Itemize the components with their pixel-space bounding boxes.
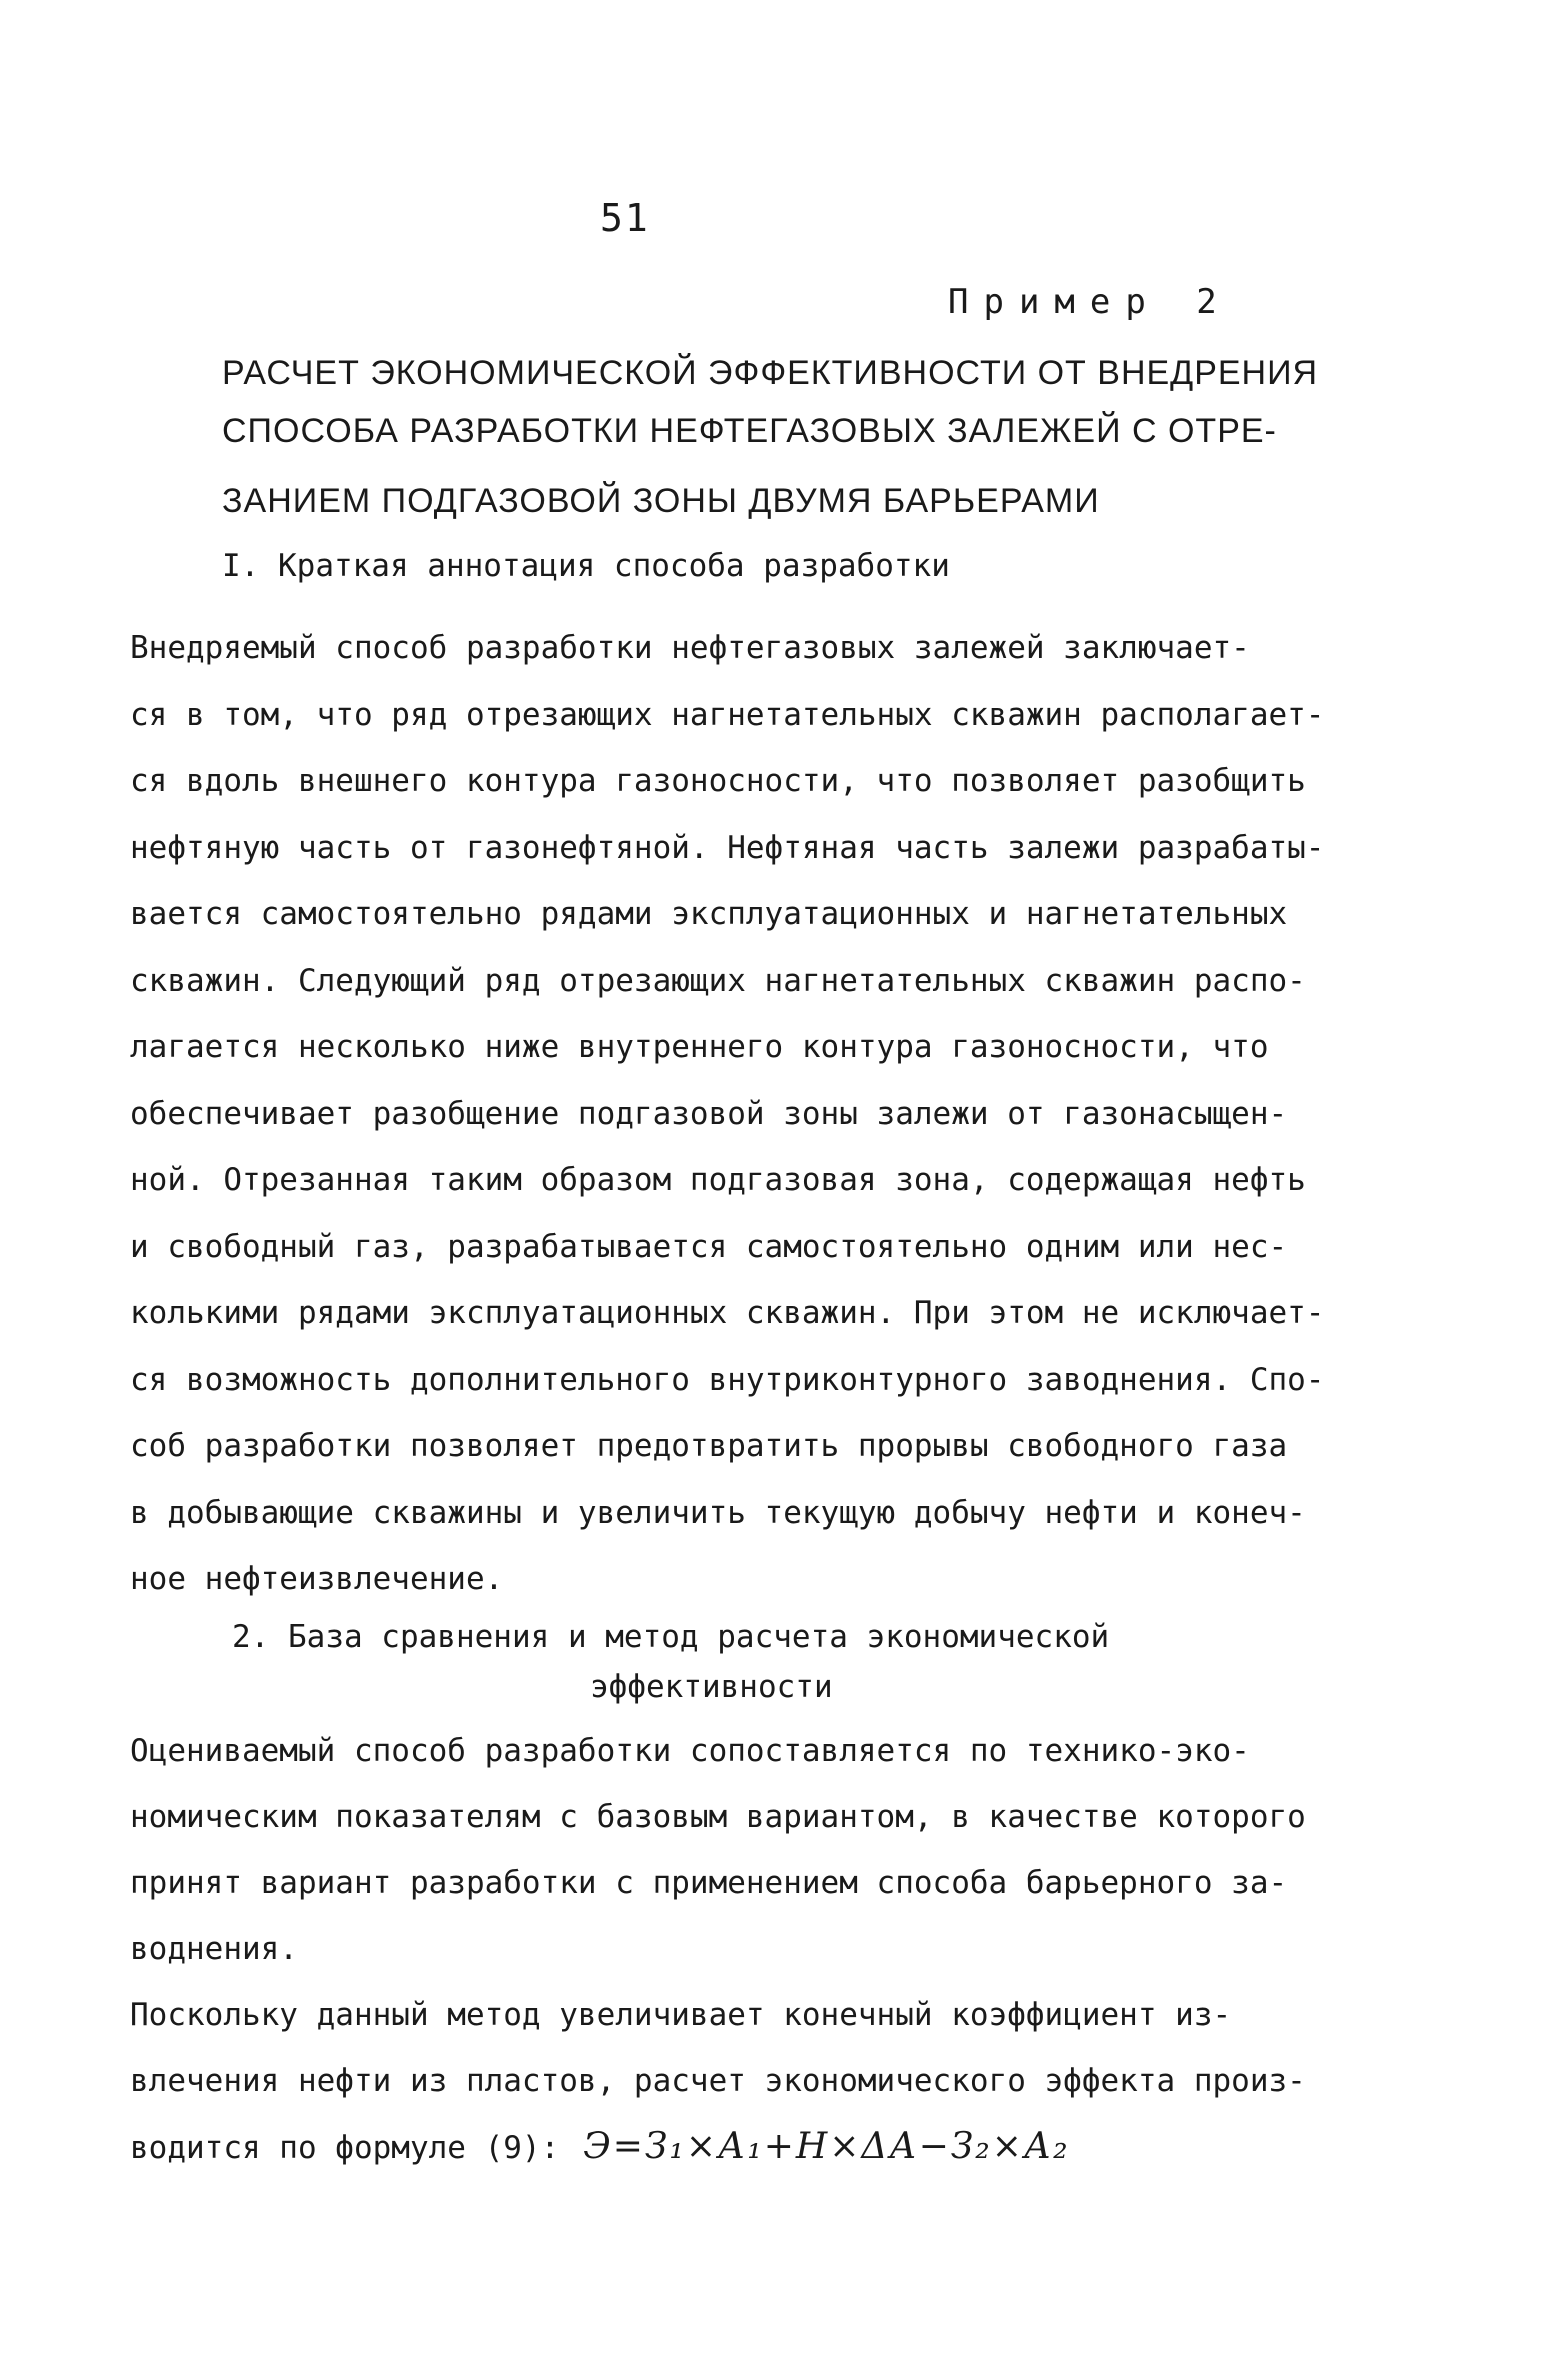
text-line: водится по формуле (9): xyxy=(130,2130,560,2166)
text-line: и свободный газ, разрабатывается самостоятельно одним или нес- xyxy=(130,1228,1288,1265)
text-line: номическим показателям с базовым вариантом, в качестве которого xyxy=(130,1799,1306,1835)
text-line: ся вдоль внешнего контура газоносности, что позволяет разобщить xyxy=(130,763,1306,799)
text-line: принят вариант разработки с применением способа барьерного за- xyxy=(130,1865,1288,1901)
text-line: скважин. Следующий ряд отрезающих нагнетательных скважин распо- xyxy=(130,962,1306,999)
text-line: ся возможность дополнительного внутриконтурного заводнения. Спо- xyxy=(130,1361,1325,1398)
method-paragraph xyxy=(130,1982,1350,2181)
text-line: соб разработки позволяет предотвратить прорывы свободного газа xyxy=(130,1428,1288,1464)
section-heading-comparison-basis xyxy=(232,1612,1372,1712)
text-line: лагается несколько ниже внутреннего контура газоносности, что xyxy=(130,1029,1269,1065)
heading-line-1: 2. База сравнения и метод расчета экономической xyxy=(232,1619,1110,1655)
title-line-2: СПОСОБА РАЗРАБОТКИ НЕФТЕГАЗОВЫХ ЗАЛЕЖЕЙ С ОТРЕ- xyxy=(222,412,1277,450)
text-line: ся в том, что ряд отрезающих нагнетательных скважин располагает- xyxy=(130,696,1325,733)
text-line: влечения нефти из пластов, расчет экономического эффекта произ- xyxy=(130,2063,1306,2099)
text-line: нефтяную часть от газонефтяной. Нефтяная часть залежи разрабаты- xyxy=(130,829,1325,866)
page-number: 51 xyxy=(600,196,650,240)
heading-line-2: эффективности xyxy=(590,1669,833,1705)
annotation-paragraph xyxy=(130,615,1350,1613)
economic-effect-formula: Э=З₁×А₁+Н×ΔА−З₂×А₂ xyxy=(583,2126,1070,2167)
text-line: ной. Отрезанная таким образом подгазовая зона, содержащая нефть xyxy=(130,1162,1306,1198)
text-line: Оцениваемый способ разработки сопоставляется по технико-эко- xyxy=(130,1733,1250,1769)
text-line: в добывающие скважины и увеличить текущую добычу нефти и конеч- xyxy=(130,1494,1306,1531)
text-line: Внедряемый способ разработки нефтегазовых залежей заключает- xyxy=(130,630,1250,666)
text-line: обеспечивает разобщение подгазовой зоны залежи от газонасыщен- xyxy=(130,1095,1288,1132)
title-line-1: РАСЧЕТ ЭКОНОМИЧЕСКОЙ ЭФФЕКТИВНОСТИ ОТ ВНЕДРЕНИЯ xyxy=(222,354,1319,392)
example-label: Пример 2 xyxy=(948,282,1232,322)
comparison-paragraph xyxy=(130,1718,1350,1982)
document-title xyxy=(222,344,1342,530)
section-heading-annotation: I. Краткая аннотация способа разработки xyxy=(222,548,950,584)
text-line: колькими рядами эксплуатационных скважин. При этом не исключает- xyxy=(130,1295,1325,1331)
title-line-3: ЗАНИЕМ ПОДГАЗОВОЙ ЗОНЫ ДВУМЯ БАРЬЕРАМИ xyxy=(222,482,1100,520)
text-line: Поскольку данный метод увеличивает конечный коэффициент из- xyxy=(130,1997,1232,2033)
text-line: ное нефтеизвлечение. xyxy=(130,1561,504,1597)
text-line: воднения. xyxy=(130,1931,298,1967)
formula-line xyxy=(130,2114,1350,2181)
text-line: вается самостоятельно рядами эксплуатационных и нагнетательных xyxy=(130,896,1288,932)
